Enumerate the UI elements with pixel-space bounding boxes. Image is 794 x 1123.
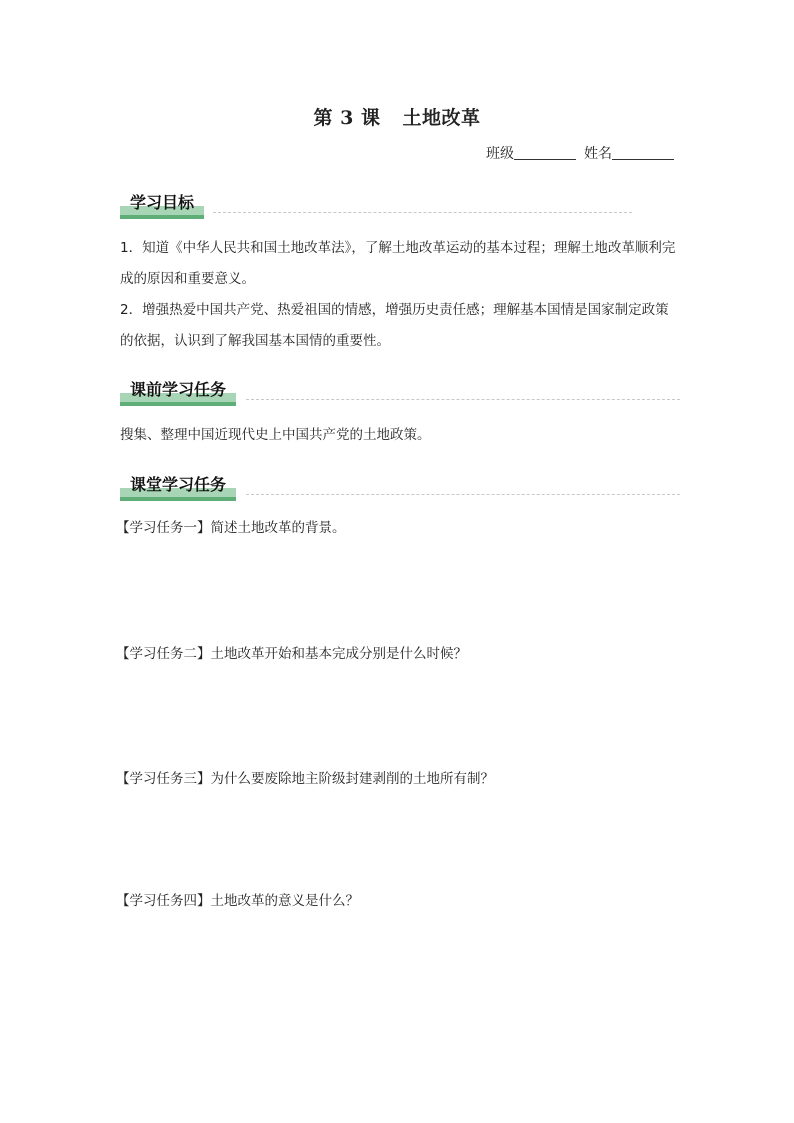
class-blank[interactable]: [514, 145, 576, 160]
heading-divider: [213, 212, 632, 213]
section-objectives-heading: [120, 191, 632, 221]
heading-divider: [246, 399, 680, 400]
section-preclass-title: 课前学习任务: [130, 380, 227, 399]
section-preclass-heading: [120, 378, 680, 408]
class-label: 班级: [486, 146, 514, 162]
task-1: 【学习任务一】简述土地改革的背景。: [116, 520, 346, 536]
lesson-title: [0, 103, 794, 130]
lesson-name: 土地改革: [402, 107, 481, 129]
task-4: 【学习任务四】土地改革的意义是什么？: [116, 893, 359, 909]
section-objectives-title: 学习目标: [130, 193, 195, 212]
objective-item-2: 2．增强热爱中国共产党、热爱祖国的情感，增强历史责任感；理解基本国情是国家制定政策的依据，认识到了解我国基本国情的重要性。: [120, 302, 669, 349]
student-info: [486, 143, 674, 163]
section-inclass-title: 课堂学习任务: [130, 475, 227, 494]
section-inclass-heading: [120, 473, 680, 503]
task-2: 【学习任务二】土地改革开始和基本完成分别是什么时候？: [116, 646, 467, 662]
lesson-number: 第 3 课: [313, 107, 381, 129]
heading-divider: [246, 494, 680, 495]
task-3: 【学习任务三】为什么要废除地主阶级封建剥削的土地所有制？: [116, 771, 494, 787]
preclass-text: 搜集、整理中国近现代史上中国共产党的土地政策。: [120, 427, 431, 443]
objective-item-1: 1．知道《中华人民共和国土地改革法》，了解土地改革运动的基本过程；理解土地改革顺利完成的原因和重要意义。: [120, 240, 676, 287]
name-blank[interactable]: [612, 145, 674, 160]
name-label: 姓名: [584, 146, 612, 162]
